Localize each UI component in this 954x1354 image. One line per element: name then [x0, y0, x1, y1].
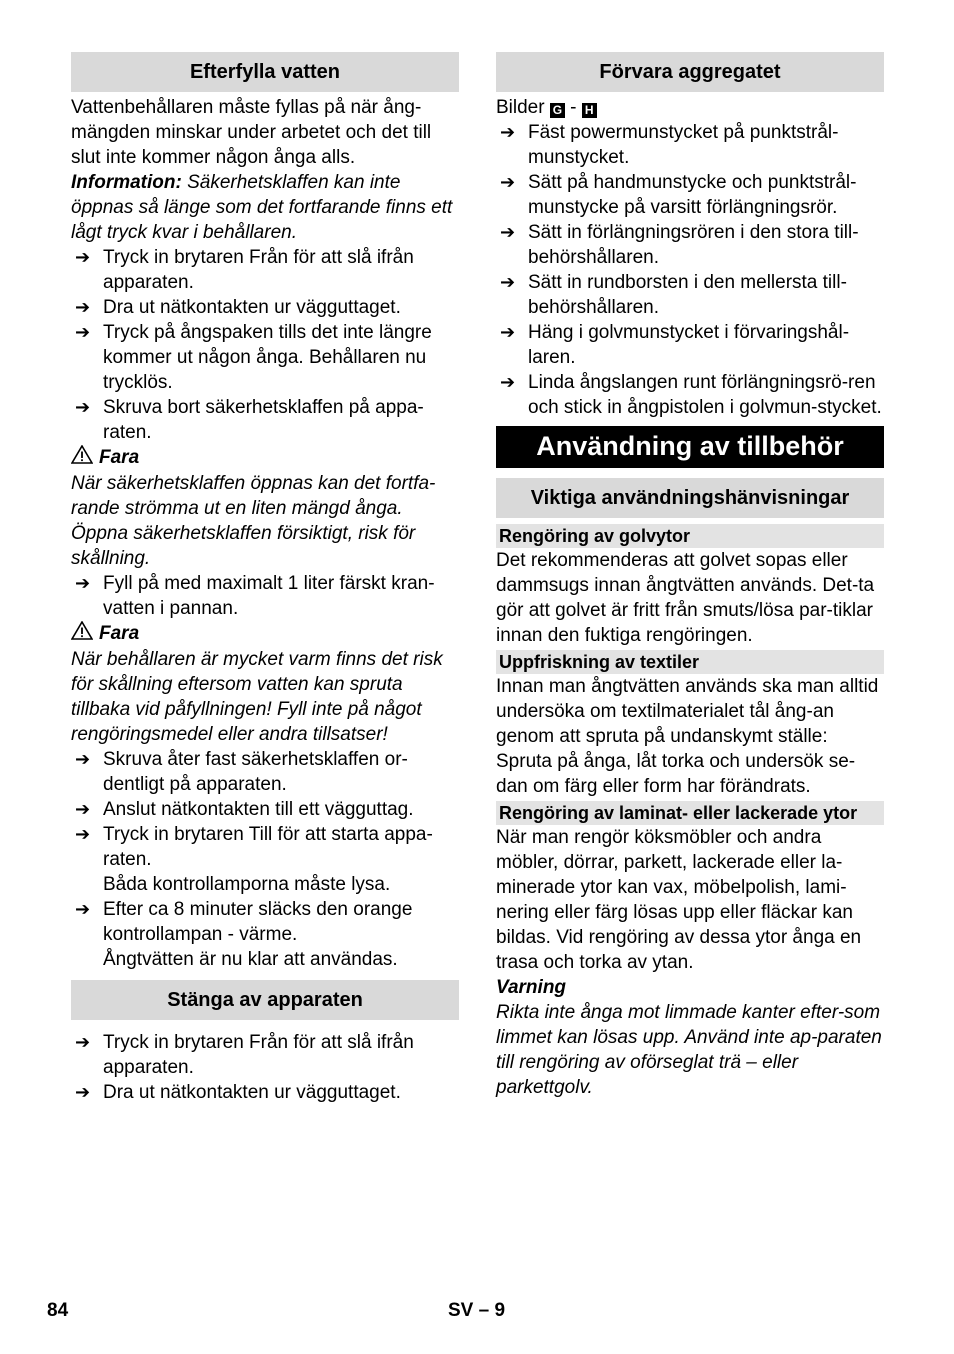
- subsection-title-laminat: Rengöring av laminat- eller lackerade ytor: [496, 801, 884, 825]
- arrow-right-icon: ➔: [75, 322, 91, 342]
- information-text: Säkerhetsklaffen kan inte öppnas så länge som det fortfarande finns ett lågt tryck kvar i behållaren.: [71, 172, 453, 243]
- danger-heading: Fara: [71, 445, 459, 471]
- danger-heading: Fara: [71, 621, 459, 647]
- section-title-viktiga: Viktiga användningshänvisningar: [496, 478, 884, 518]
- subsection-text: Det rekommenderas att golvet sopas eller dammsugs innan ångtvätten används. Det-ta gör att golvet är fritt från smuts/lösa par-tiklar innan den fuktiga rengöringen.: [496, 550, 875, 646]
- figure-reference: Bilder G - H: [496, 95, 884, 120]
- page-code: SV – 9: [448, 1300, 506, 1321]
- arrow-right-icon: ➔: [75, 1082, 91, 1102]
- arrow-right-icon: ➔: [500, 272, 516, 292]
- step: ➔ Linda ångslangen runt förlängningsrö-ren och stick in ångpistolen i golvmun-stycket.: [500, 372, 882, 418]
- warning-heading: Varning: [496, 977, 567, 998]
- section-title-stanga: Stänga av apparaten: [71, 980, 459, 1020]
- arrow-right-icon: ➔: [75, 247, 91, 267]
- step-note: Båda kontrollamporna måste lysa.: [103, 874, 391, 895]
- warning-triangle-icon: [71, 621, 93, 647]
- section-title-efterfylla: Efterfylla vatten: [71, 52, 459, 92]
- right-column: [496, 52, 884, 1100]
- page-number: 84: [47, 1300, 69, 1321]
- step: ➔ Tryck på ångspaken tills det inte längre kommer ut någon ånga. Behållaren nu trycklös.: [75, 322, 432, 393]
- figure-g-label: G: [550, 103, 565, 118]
- subsection-text: När man rengör köksmöbler och andra möbler, dörrar, parkett, lackerade eller la-minerade ytor kan vax, möbelpolish, lami-nering eller färg lösas upp eller fläckar kan bildas. Vid rengöring av dessa ytor ånga en trasa och torka av ytan.: [496, 827, 862, 973]
- information-note: [71, 170, 459, 245]
- step: ➔ Tryck in brytaren Från för att slå ifrån apparaten.: [75, 1032, 414, 1078]
- step: ➔ Sätt in rundborsten i den mellersta till-behörshållaren.: [500, 272, 847, 318]
- arrow-right-icon: ➔: [75, 824, 91, 844]
- arrow-right-icon: ➔: [500, 222, 516, 242]
- arrow-right-icon: ➔: [500, 372, 516, 392]
- warning-triangle-icon: [71, 445, 93, 471]
- arrow-right-icon: ➔: [75, 1032, 91, 1052]
- warning-text: Rikta inte ånga mot limmade kanter efter-som limmet kan lösas upp. Använd inte ap-paraten till rengöring av oförseglat trä – eller parkettgolv.: [496, 1002, 882, 1098]
- arrow-right-icon: ➔: [75, 297, 91, 317]
- danger-text: När säkerhetsklaffen öppnas kan det fortfa-rande strömma ut en liten mängd ånga. Öppna säkerhetsklaffen försiktigt, risk för skållning.: [71, 473, 436, 569]
- step-note: Ångtvätten är nu klar att användas.: [103, 949, 398, 970]
- section-title-forvara: Förvara aggregatet: [496, 52, 884, 92]
- subsection-title-textiler: Uppfriskning av textiler: [496, 650, 884, 674]
- step: ➔ Häng i golvmunstycket i förvaringshål-laren.: [500, 322, 850, 368]
- arrow-right-icon: ➔: [75, 749, 91, 769]
- step: ➔ Skruva åter fast säkerhetsklaffen or-dentligt på apparaten.: [75, 749, 408, 795]
- step: ➔ Sätt på handmunstycke och punktstrål-munstycke på varsitt förlängningsrör.: [500, 172, 857, 218]
- left-column: [71, 52, 459, 1105]
- arrow-right-icon: ➔: [500, 172, 516, 192]
- arrow-right-icon: ➔: [75, 799, 91, 819]
- information-label: Information:: [71, 172, 182, 193]
- intro-paragraph: Vattenbehållaren måste fyllas på när ång-mängden minskar under arbetet och det till slut inte kommer någon ånga alls.: [71, 97, 432, 168]
- step: ➔ Dra ut nätkontakten ur vägguttaget.: [75, 1082, 401, 1103]
- danger-text: När behållaren är mycket varm finns det risk för skållning eftersom vatten kan spruta tillbaka vid påfyllningen! Fyll inte på något rengöringsmedel eller andra tillsatser!: [71, 649, 443, 745]
- step: ➔ Fyll på med maximalt 1 liter färskt kran-vatten i pannan.: [75, 573, 435, 619]
- subsection-title-golvytor: Rengöring av golvytor: [496, 524, 884, 548]
- figure-h-label: H: [582, 103, 597, 118]
- arrow-right-icon: ➔: [75, 397, 91, 417]
- chapter-title: Användning av tillbehör: [496, 426, 884, 468]
- arrow-right-icon: ➔: [500, 322, 516, 342]
- step: ➔ Dra ut nätkontakten ur vägguttaget.: [75, 297, 401, 318]
- step: ➔ Tryck in brytaren Till för att starta appa-raten.: [75, 824, 433, 870]
- step: ➔ Fäst powermunstycket på punktstrål-munstycket.: [500, 122, 839, 168]
- step: ➔ Tryck in brytaren Från för att slå ifrån apparaten.: [75, 247, 414, 293]
- step: ➔ Efter ca 8 minuter släcks den orange kontrollampan - värme.: [75, 899, 413, 945]
- arrow-right-icon: ➔: [500, 122, 516, 142]
- arrow-right-icon: ➔: [75, 573, 91, 593]
- step: ➔ Anslut nätkontakten till ett vägguttag.: [75, 799, 414, 820]
- step: ➔ Skruva bort säkerhetsklaffen på appa-raten.: [75, 397, 424, 443]
- subsection-text: Innan man ångtvätten används ska man alltid undersöka om textilmaterialet tål ång-an genom att spruta på undanskymt ställe: Spruta på ånga, låt torka och undersök se-dan om färg eller form har förändrats.: [496, 676, 879, 797]
- arrow-right-icon: ➔: [75, 899, 91, 919]
- step: ➔ Sätt in förlängningsrören i den stora till-behörshållaren.: [500, 222, 859, 268]
